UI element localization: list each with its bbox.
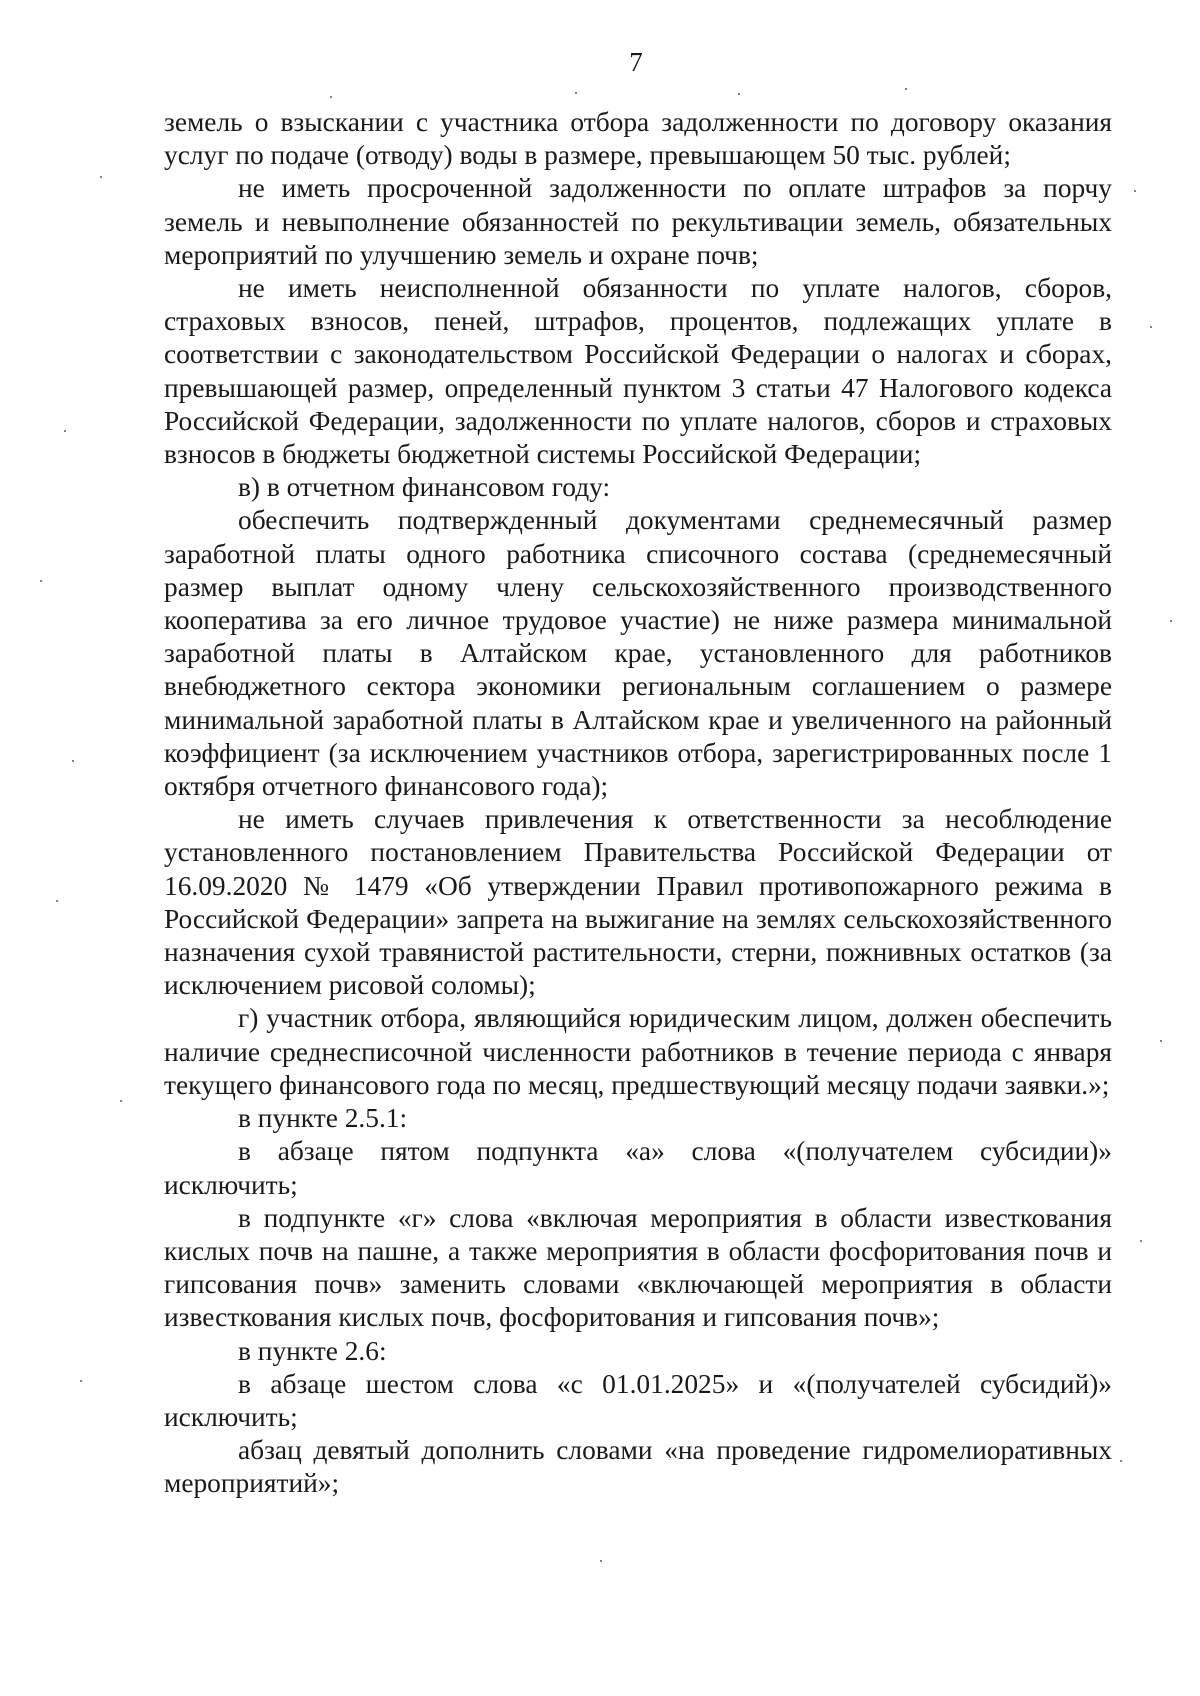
- scan-speck: [120, 1100, 122, 1102]
- scan-speck: [600, 1560, 602, 1562]
- scan-speck: [64, 430, 66, 432]
- scan-speck: [56, 900, 58, 902]
- paragraph-subitem-g-replace: в подпункте «г» слова «включая мероприятия в области известкования кислых почв на пашне, а также мероприятия в области фосфоритования почв и гипсования почв» заменить словами «включающей мероприятия в области известкования кислых почв, фосфоритования и гипсования почв»;: [164, 1202, 1112, 1333]
- scan-speck: [100, 176, 102, 178]
- scan-speck: [738, 93, 740, 95]
- document-body: [164, 106, 1112, 1501]
- paragraph-item-v-heading: в) в отчетном финансовом году:: [238, 472, 611, 503]
- scan-speck: [1140, 1240, 1142, 1242]
- page-number: 7: [629, 47, 643, 77]
- paragraph-clause-2-5-1: в пункте 2.5.1:: [238, 1103, 408, 1134]
- paragraph-clause-2-6: в пункте 2.6:: [238, 1335, 387, 1366]
- scan-speck: [40, 580, 42, 582]
- scan-speck: [330, 96, 332, 98]
- scan-speck: [905, 88, 907, 90]
- paragraph-abzac-pyatyi: в абзаце пятом подпункта «а» слова «(получателем субсидии)» исключить;: [164, 1136, 1112, 1200]
- scan-speck: [72, 760, 74, 762]
- scan-speck: [1170, 620, 1172, 622]
- paragraph-fines-land-damage: не иметь просроченной задолженности по оплате штрафов за порчу земель и невыполнение обязанностей по рекультивации земель, обязательных мероприятий по улучшению земель и охране почв;: [164, 173, 1112, 270]
- scan-speck: [1160, 1040, 1162, 1042]
- paragraph-minimum-wage: обеспечить подтвержденный документами среднемесячный размер заработной платы одного работника списочного состава (среднемесячный размер выплат одному члену сельскохозяйственного производственного кооператива за его личное трудовое участие) не ниже размера минимальной заработной платы в Алтайском крае, установленного для работников внебюджетного сектора экономики региональным соглашением о размере минимальной заработной платы в Алтайском крае и увеличенного на районный коэффициент (за исключением участников отбора, зарегистрированных после 1 октября отчетного финансового года);: [164, 505, 1112, 802]
- paragraph-fire-regime: не иметь случаев привлечения к ответственности за несоблюдение установленного постановлением Правительства Российской Федерации от 16.09.2020 № 1479 «Об утверждении Правил противопожарного режима в Российской Федерации» запрета на выжигание на землях сельскохозяйственного назначения сухой травянистой растительности, стерни, пожнивных остатков (за исключением рисовой соломы);: [164, 804, 1112, 1001]
- paragraph-abzac-shestoi: в абзаце шестом слова «с 01.01.2025» и «(получателей субсидий)» исключить;: [164, 1368, 1112, 1432]
- paragraph-abzac-devyatyi: абзац девятый дополнить словами «на проведение гидромелиоративных мероприятий»;: [164, 1435, 1112, 1499]
- scan-speck: [1134, 190, 1136, 192]
- scan-speck: [1150, 326, 1152, 328]
- scan-speck: [575, 92, 577, 94]
- paragraph-item-g-headcount: г) участник отбора, являющийся юридическим лицом, должен обеспечить наличие среднесписочной численности работников в течение периода с января текущего финансового года по месяц, предшествующий месяцу подачи заявки.»;: [164, 1003, 1112, 1100]
- scan-speck: [80, 1380, 82, 1382]
- paragraph-tax-obligations: не иметь неисполненной обязанности по уплате налогов, сборов, страховых взносов, пеней, штрафов, процентов, подлежащих уплате в соответствии с законодательством Российской Федерации о налогах и сборах, превышающей размер, определенный пунктом 3 статьи 47 Налогового кодекса Российской Федерации, задолженности по уплате налогов, сборов и страховых взносов в бюджеты бюджетной системы Российской Федерации;: [164, 273, 1112, 470]
- paragraph-continuation: земель о взыскании с участника отбора задолженности по договору оказания услуг по подаче (отводу) воды в размере, превышающем 50 тыс. рублей;: [164, 107, 1112, 171]
- scan-speck: [1120, 1460, 1122, 1462]
